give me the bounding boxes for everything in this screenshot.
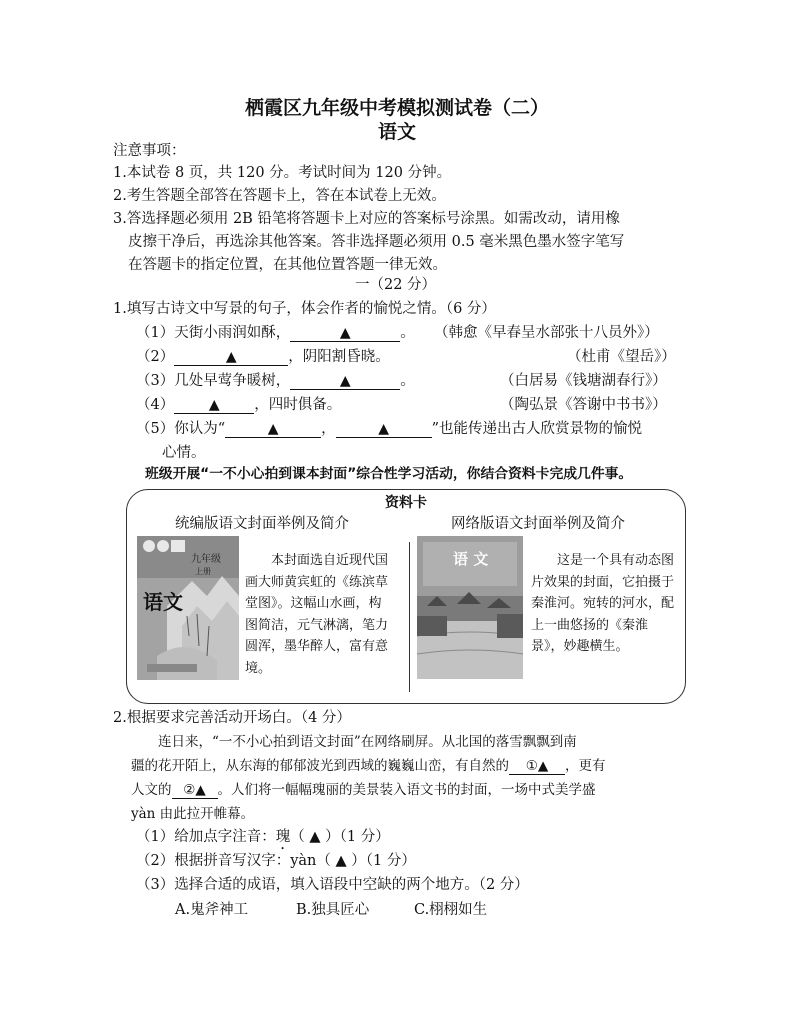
blank-label: ①▲ [525,758,549,774]
triangle-icon: ▲ [339,325,351,341]
q1-line-2-end: ，阴阳割昏晓。 [288,349,390,365]
triangle-icon: ▲ [378,421,390,437]
right-description: 这是一个具有动态图片效果的封面，它拍摄于秦淮河。宛转的河水，配上一曲悠扬的《秦淮景》，妙趣横生。 [531,553,675,654]
note-item-3-cont: 皮擦干净后，再选涂其他答案。答非选择题必须用 0.5 毫米黑色墨水签字笔写 [128,234,625,250]
left-description: 本封面选自近现代国画大师黄宾虹的《练滨草堂图》。这幅山水画，构图简洁，元气淋漓，笔力圆浑，墨华醉人，富有意境。 [245,553,389,676]
answer-blank[interactable] [172,782,218,799]
q2-passage-line-1: 连日来，“一不小心拍到语文封面”在网络刷屏。从北国的落雪飘飘到南 [158,734,577,750]
q2-passage-line-4: yàn 由此拉开帷幕。 [131,806,255,822]
q2-sub-2: （2）根据拼音写汉字：yàn（ ▲ ）（1 分） [136,853,416,869]
q1-line-1-text: （1）天街小雨润如酥， [136,325,291,341]
q2-sub-1 [136,827,390,853]
right-heading: 网络版语文封面举例及简介 [451,516,625,532]
q1-line-5 [136,419,642,439]
q1-line-5-end: ”也能传递出古人欣赏景物的愉悦 [431,421,643,437]
q1-line-5-text: （5）你认为“ [136,421,226,437]
resource-card [126,489,686,704]
note-item-3-cont2: 在答题卡的指定位置，在其他位置答题一律无效。 [128,257,447,273]
q1-line-4 [136,395,341,415]
online-cover-image [417,536,523,679]
blank-label: ②▲ [183,782,206,798]
triangle-icon: ▲ [225,349,237,365]
q1-line-3 [136,371,415,391]
left-heading: 统编版语文封面举例及简介 [175,516,349,532]
q2-sub-1-text: （1）给加点字注音： [136,829,276,845]
q2-stem: 2.根据要求完善活动开场白。（4 分） [113,710,351,726]
q1-source-4: （陶弘景《答谢中书书》） [500,397,667,413]
q1-line-2-text: （2） [136,349,175,365]
cover-title: 语 文 [453,550,489,568]
dotted-character: 瑰 [275,829,291,845]
note-item-3: 3.答选择题必须用 2B 铅笔将答题卡上对应的答案标号涂黑。如需改动，请用橡 [113,211,620,227]
section-label: 一（22 分） [355,277,437,293]
q1-line-5-sep: ， [321,421,336,437]
q1-source-3: （白居易《钱塘湖春行》） [500,373,667,389]
q2-passage-line-3 [131,779,596,802]
note-item-1: 1.本试卷 8 页，共 120 分。考试时间为 120 分钟。 [113,165,452,181]
q1-line-2 [136,347,390,367]
q2-sub-1-end: （ ▲ ）（1 分） [290,829,390,845]
q1-source-2: （杜甫《望岳》） [567,349,676,365]
triangle-icon: ▲ [339,373,351,389]
page-title: 栖霞区九年级中考模拟测试卷（二） [244,97,549,119]
cover-grade: 九年级 [191,554,221,565]
q1-line-4-text: （4） [136,397,175,413]
answer-blank[interactable] [174,397,254,414]
q1-line-4-end: ，四时俱备。 [254,397,342,413]
answer-blank[interactable] [174,349,288,366]
option-a[interactable]: A.鬼斧神工 [175,902,249,918]
answer-blank[interactable] [225,421,321,438]
q1-line-1-end: 。 [400,325,415,341]
cover-term: 上册 [195,567,211,576]
triangle-icon: ▲ [208,397,220,413]
note-item-2: 2.考生答题全部答在答题卡上，答在本试卷上无效。 [113,188,446,204]
cover-title: 语文 [143,590,183,614]
q2-passage-text: ，更有 [565,758,606,774]
q1-line-5-cont: 心情。 [162,445,206,461]
option-b[interactable]: B.独具匠心 [296,902,370,918]
q1-source-1: （韩愈《早春呈水部张十八员外》） [434,325,659,341]
q1-line-3-text: （3）几处早莺争暖树， [136,373,291,389]
triangle-icon: ▲ [267,421,279,437]
q2-passage-text: 人文的 [131,782,172,798]
answer-blank[interactable] [509,758,565,775]
q1-line-1 [136,323,415,343]
q1-stem: 1.填写古诗文中写景的句子，体会作者的愉悦之情。（6 分） [113,301,496,317]
answer-blank[interactable] [336,421,432,438]
q1-line-3-end: 。 [400,373,415,389]
q2-passage-line-2 [131,755,606,778]
activity-intro: 班级开展“一不小心拍到课本封面”综合性学习活动，你结合资料卡完成几件事。 [145,466,633,482]
card-title: 资料卡 [385,495,427,511]
q2-sub-3: （3）选择合适的成语，填入语段中空缺的两个地方。（2 分） [136,877,529,893]
answer-blank[interactable] [290,325,400,342]
option-c[interactable]: C.栩栩如生 [414,902,488,918]
q2-passage-text: 。人们将一幅幅瑰丽的美景装入语文书的封面，一场中式美学盛 [217,782,596,798]
q2-passage-text: 疆的花开陌上，从东海的郁郁波光到西域的巍巍山峦，有自然的 [131,758,509,774]
notes-heading: 注意事项： [113,143,186,159]
textbook-cover-image [137,536,239,680]
card-divider [409,542,410,692]
subject-title: 语文 [377,121,416,143]
answer-blank[interactable] [290,373,400,390]
